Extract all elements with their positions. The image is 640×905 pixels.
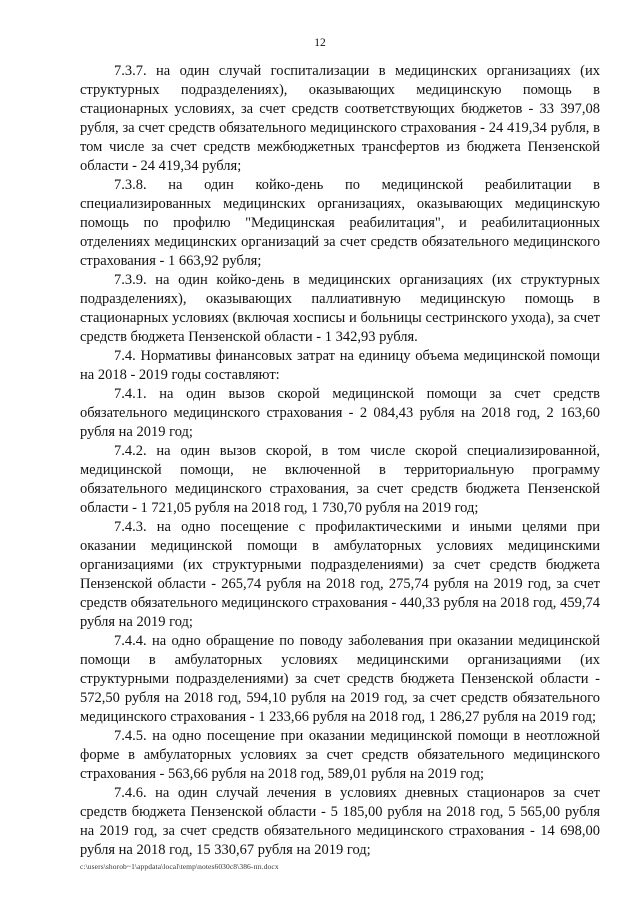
document-body — [80, 62, 600, 860]
paragraph-7-4-1: 7.4.1. на один вызов скорой медицинской помощи за счет средств обязательного медицинского страхования - 2 084,43 рубля на 2018 год, 2 163,60 рубля на 2019 год; — [80, 386, 600, 440]
paragraph-7-4-6: 7.4.6. на один случай лечения в условиях дневных стационаров за счет средств бюджета Пензенской области - 5 185,00 рубля на 2018 год, 5 565,00 рубля на 2019 год, за счет средств обязательного медицинского страхования - 14 698,00 рубля на 2018 год, 15 330,67 рубля на 2019 год; — [80, 785, 600, 858]
paragraph-7-4-2: 7.4.2. на один вызов скорой, в том числе скорой специализированной, медицинской помощи, не включенной в территориальную программу обязательного медицинского страхования, за счет средств бюджета Пензенской области - 1 721,05 рубля на 2018 год, 1 730,70 рубля на 2019 год; — [80, 443, 600, 516]
paragraph-7-4: 7.4. Нормативы финансовых затрат на единицу объема медицинской помощи на 2018 - 2019 годы составляют: — [80, 348, 600, 383]
paragraph-7-3-9: 7.3.9. на один койко-день в медицинских организациях (их структурных подразделениях), оказывающих паллиативную медицинскую помощь в стационарных условиях (включая хосписы и больницы сестринского ухода), за счет средств бюджета Пензенской области - 1 342,93 рубля. — [80, 272, 600, 345]
paragraph-7-3-7: 7.3.7. на один случай госпитализации в медицинских организациях (их структурных подразделениях), оказывающих медицинскую помощь в стационарных условиях, за счет средств соответствующих бюджетов - 33 397,08 рубля, за счет средств обязательного медицинского страхования - 24 419,34 рубля, в том числе за счет средств межбюджетных трансфертов из бюджета Пензенской области - 24 419,34 рубля; — [80, 63, 600, 174]
paragraph-7-4-5: 7.4.5. на одно посещение при оказании медицинской помощи в неотложной форме в амбулаторных условиях за счет средств обязательного медицинского страхования - 563,66 рубля на 2018 год, 589,01 рубля на 2019 год; — [80, 728, 600, 782]
file-path-footer: c:\users\shorob~1\appdata\local\temp\notes6030c8\386-пп.docx — [80, 862, 279, 871]
page-number: 12 — [314, 37, 326, 49]
paragraph-7-4-4: 7.4.4. на одно обращение по поводу заболевания при оказании медицинской помощи в амбулаторных условиях медицинскими организациями (их структурными подразделениями) за счет средств бюджета Пензенской области - 572,50 рубля на 2018 год, 594,10 рубля на 2019 год, за счет средств обязательного медицинского страхования - 1 233,66 рубля на 2018 год, 1 286,27 рубля на 2019 год; — [80, 633, 600, 725]
paragraph-7-3-8: 7.3.8. на один койко-день по медицинской реабилитации в специализированных медицинских организациях, оказывающих медицинскую помощь по профилю "Медицинская реабилитация", и реабилитационных отделениях медицинских организаций за счет средств обязательного медицинского страхования - 1 663,92 рубля; — [80, 177, 600, 269]
paragraph-7-4-3: 7.4.3. на одно посещение с профилактическими и иными целями при оказании медицинской помощи в амбулаторных условиях медицинскими организациями (их структурными подразделениями) за счет средств бюджета Пензенской области - 265,74 рубля на 2018 год, 275,74 рубля на 2019 год, за счет средств обязательного медицинского страхования - 440,33 рубля на 2018 год, 459,74 рубля на 2019 год; — [80, 519, 600, 630]
